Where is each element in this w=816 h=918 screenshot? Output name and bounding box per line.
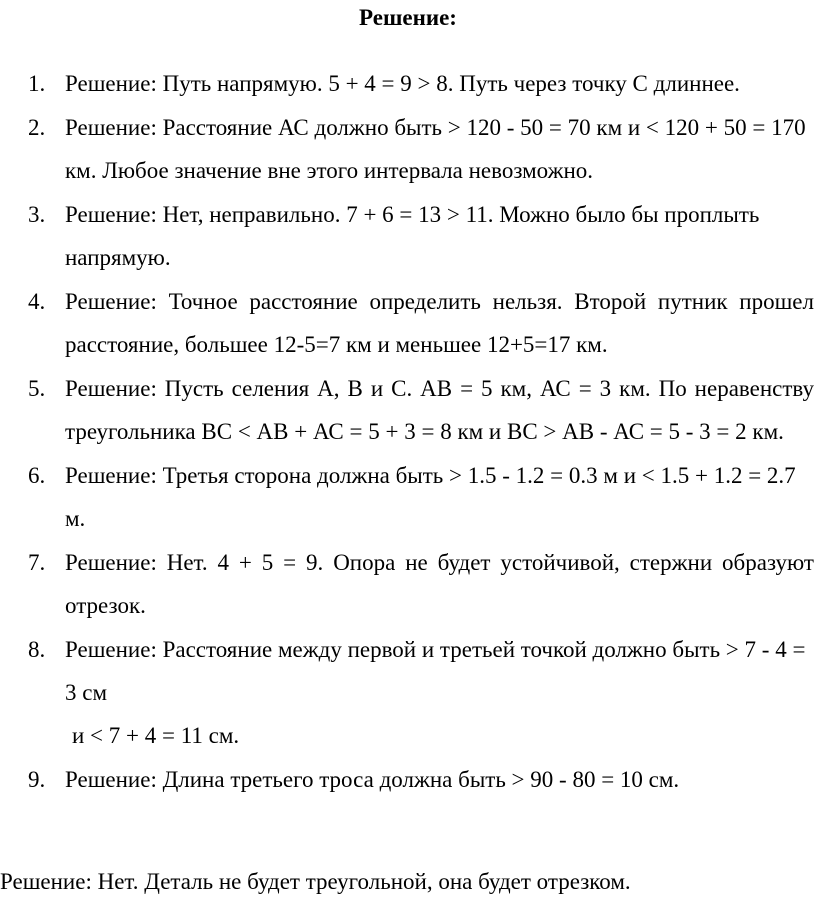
list-item: [0, 193, 816, 279]
list-item: [0, 106, 816, 192]
item-number: 7.: [28, 550, 46, 575]
item-text: Решение: Нет, неправильно. 7 + 6 = 13 > 11. Можно было бы проплыть напрямую.: [65, 202, 760, 270]
list-item: [0, 758, 816, 801]
list-item: [0, 541, 816, 627]
solutions-list: [0, 62, 816, 802]
item-text: Решение: Расстояние АС должно быть > 120 - 50 = 70 км и < 120 + 50 = 170 км. Любое значение вне этого интервала невозможно.: [65, 115, 806, 183]
item-number: 6.: [28, 463, 46, 488]
footer-text: Решение: Нет. Деталь не будет треугольной, она будет отрезком.: [0, 869, 631, 894]
item-number: 5.: [28, 376, 46, 401]
item-text: Решение: Третья сторона должна быть > 1.5 - 1.2 = 0.3 м и < 1.5 + 1.2 = 2.7 м.: [65, 463, 796, 531]
item-text: Решение: Пусть селения А, В и С. АВ = 5 км, АС = 3 км. По неравенству треугольника ВС < АВ + АС = 5 + 3 = 8 км и ВС > АВ - АС = 5 - 3 = 2 км.: [65, 376, 814, 444]
item-subtext: и < 7 + 4 = 11 см.: [72, 723, 240, 748]
item-number: 9.: [28, 767, 46, 792]
item-text: Решение: Точное расстояние определить нельзя. Второй путник прошел расстояние, большее 12-5=7 км и меньшее 12+5=17 км.: [65, 289, 814, 357]
item-number: 4.: [28, 289, 46, 314]
item-number: 2.: [28, 115, 46, 140]
list-item: [0, 62, 816, 105]
list-item: [0, 628, 816, 757]
item-text: Решение: Расстояние между первой и третьей точкой должно быть > 7 - 4 = 3 см: [65, 637, 806, 705]
list-item: [0, 454, 816, 540]
list-item: [0, 280, 816, 366]
page-title: Решение:: [359, 5, 457, 30]
item-number: 3.: [28, 202, 46, 227]
item-text: Решение: Длина третьего троса должна быть > 90 - 80 = 10 см.: [65, 767, 680, 792]
item-text: Решение: Путь напрямую. 5 + 4 = 9 > 8. Путь через точку С длиннее.: [65, 71, 740, 96]
item-number: 8.: [28, 637, 46, 662]
list-item: [0, 367, 816, 453]
item-number: 1.: [28, 71, 46, 96]
item-text: Решение: Нет. 4 + 5 = 9. Опора не будет устойчивой, стержни образуют отрезок.: [65, 550, 814, 618]
